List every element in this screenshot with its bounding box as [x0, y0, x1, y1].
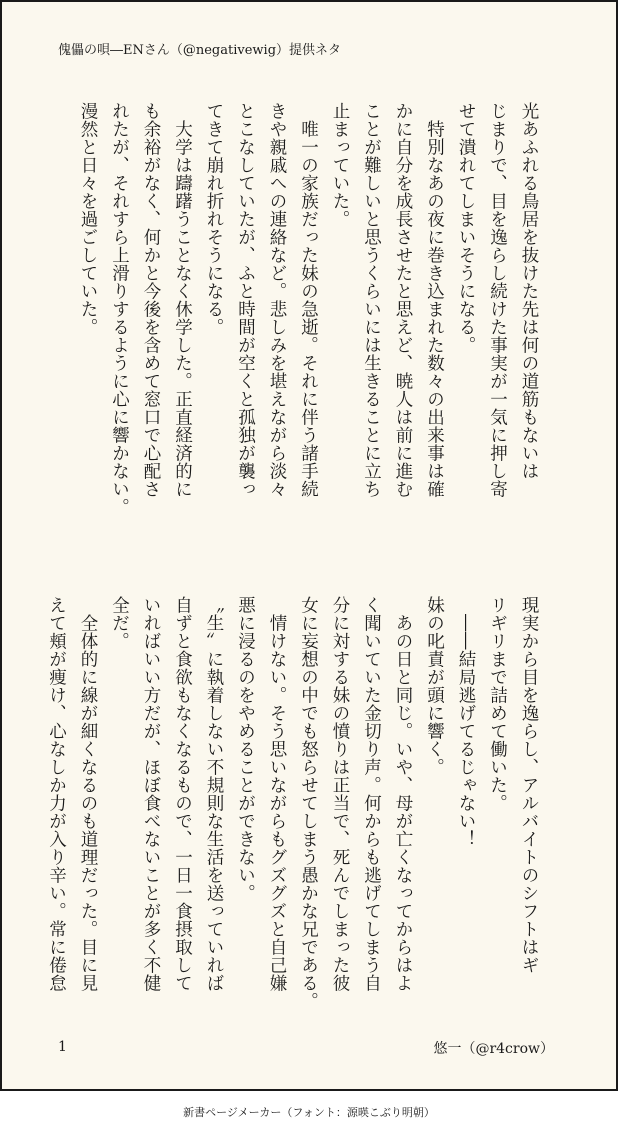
text-line: 唯一の家族だった妹の急逝。それに伴う諸手続	[298, 102, 319, 498]
text-line: じまりで、目を逸らし続けた事実が一気に押し寄	[487, 102, 508, 498]
text-line: く聞いていた金切り声。何からも逃げてしまう自	[361, 596, 382, 992]
text-line: かに自分を成長させたと思えど、暁人は前に進む	[393, 102, 413, 498]
text-line: 現実から目を逸らし、アルバイトのシフトはギ	[519, 596, 539, 974]
text-line: 大学は躊躇うことなく休学した。正直経済的に	[172, 102, 193, 498]
text-line: も余裕がなく、何かと今後を含めて窓口で心配さ	[141, 102, 161, 498]
text-column-top	[72, 102, 545, 542]
text-line: とこなしていたが、ふと時間が空くと孤独が襲っ	[235, 102, 256, 498]
text-line: せて潰れてしまいそうになる。	[456, 102, 476, 354]
generator-footer: 新書ページメーカー（フォント：源暎こぶり明朝）	[183, 1106, 435, 1119]
text-line: 全体的に線が細くなるのも道理だった。目に見	[78, 596, 98, 992]
author-credit: 悠一（@r4crow）	[433, 1041, 554, 1057]
text-line: 光あふれる鳥居を抜けた先は何の道筋もないは	[519, 102, 539, 480]
text-line: 情けない。そう思いながらもグズグズと自己嫌	[267, 596, 287, 992]
text-line: 悪に浸るのをやめることができない。	[235, 596, 256, 902]
text-line: あの日と同じ。いや、母が亡くなってからはよ	[393, 596, 413, 992]
text-line: 止まっていた。	[330, 102, 350, 228]
text-line: ことが難しいと思うくらいには生きることに立ち	[361, 102, 382, 498]
text-line: 妹の叱責が頭に響く。	[424, 596, 445, 776]
text-line: 女に妄想の中でも怒らせてしまう愚かな兄である。	[298, 596, 319, 1010]
text-line: 漫然と日々を過ごしていた。	[78, 102, 98, 336]
text-line: 自ずと食欲もなくなるもので、一日一食摂取して	[172, 596, 193, 992]
page-header-title: 傀儡の唄―ENさん（@negativewig）提供ネタ	[58, 43, 342, 58]
text-line: えて頬が痩け、心なしか力が入り辛い。常に倦怠	[46, 596, 67, 992]
text-line: れたが、それすら上滑りするように心に響かない。	[109, 102, 130, 516]
text-line: 分に対する妹の憤りは正当で、死んでしまった彼	[330, 596, 350, 992]
text-column-bottom	[40, 596, 544, 1016]
text-line: 全だ。	[109, 596, 130, 650]
text-line: てきて崩れ折れそうになる。	[204, 102, 224, 336]
text-line: 〝生〟に執着しない不規則な生活を送っていれば	[204, 596, 224, 992]
text-line: ――結局逃げてるじゃない！	[456, 596, 476, 848]
text-line: きや親戚への連絡など。悲しみを堪えながら淡々	[267, 102, 287, 498]
text-line: いればいい方だが、ほぼ食べないことが多く不健	[141, 596, 161, 992]
text-line: 特別なあの夜に巻き込まれた数々の出来事は確	[424, 102, 445, 498]
text-line: リギリまで詰めて働いた。	[487, 596, 508, 812]
page-number: 1	[58, 1039, 67, 1055]
